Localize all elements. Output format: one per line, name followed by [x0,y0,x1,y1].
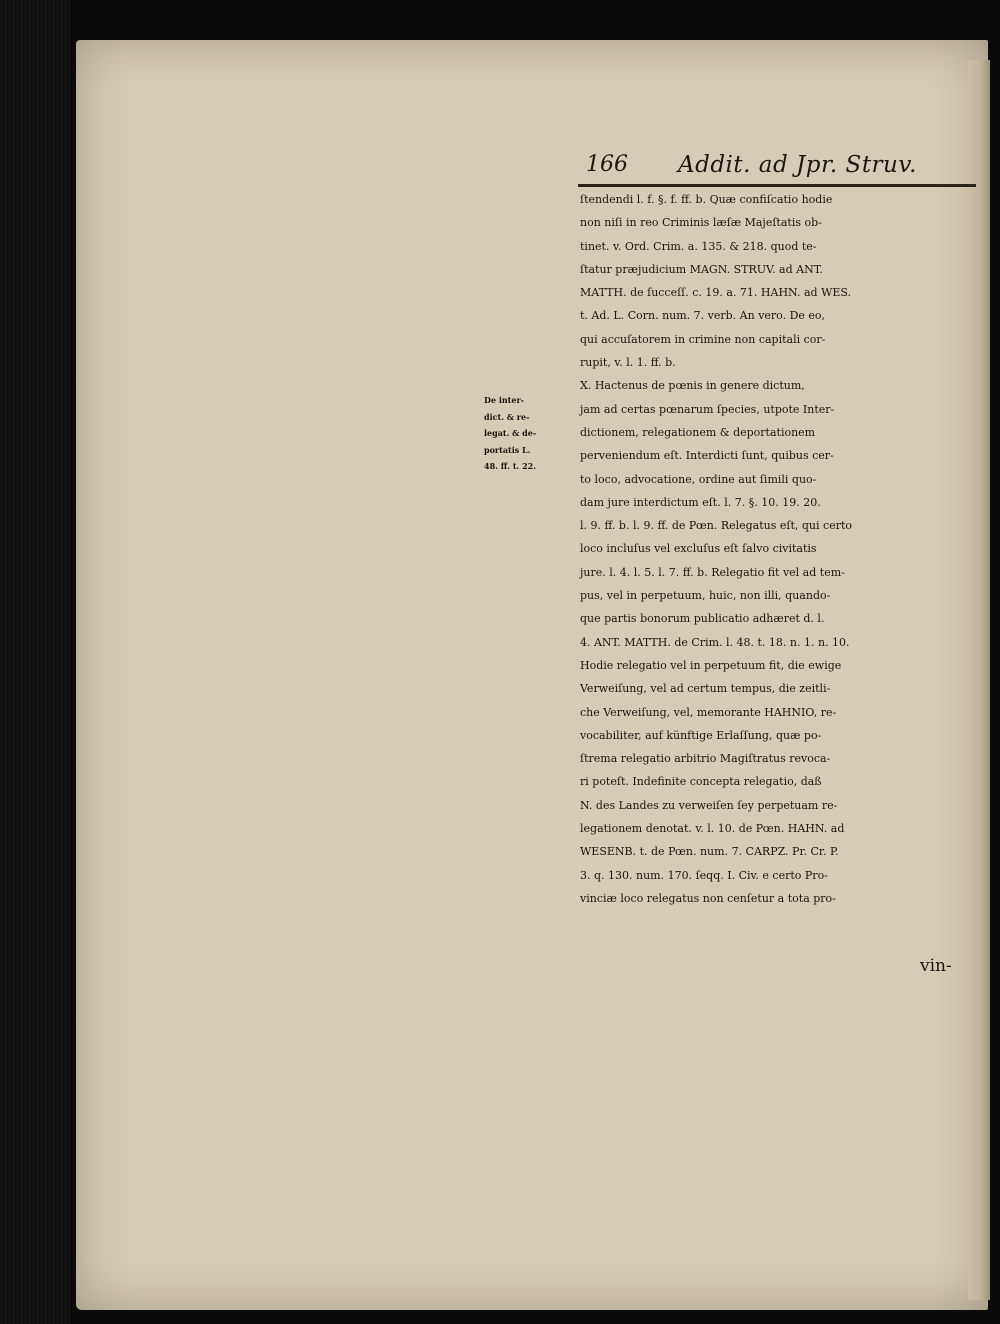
text-line: dictionem, relegationem & deportationem [580,425,816,439]
header-rule [578,184,976,187]
text-line: to loco, advocatione, ordine aut ſimili quo- [580,472,817,486]
body-text [580,188,980,910]
running-title: Addit. ad Jpr. Struv. [678,152,917,178]
page-number: 166 [586,152,628,177]
margin-note-line: dict. & re- [484,411,530,422]
text-line: legationem denotat. v. l. 10. de Pœn. HAHN. ad [580,822,845,836]
text-line: che Verweiſung, vel, memorante HAHNIO, re- [580,705,837,719]
margin-note-line: De inter- [484,395,524,405]
scanner-background [0,0,70,1324]
text-line: pus, vel in perpetuum, huic, non illi, quando- [580,589,831,603]
text-line: 3. q. 130. num. 170. ſeqq. I. Civ. e certo Pro- [580,868,828,882]
text-line: X. Hactenus de pœnis in genere dictum, [580,379,805,393]
text-line: N. des Landes zu verweiſen ſey perpetuam re- [580,798,838,812]
page-header [586,152,976,186]
text-line: MATTH. de ſucceſſ. c. 19. a. 71. HAHN. ad WES. [580,286,852,300]
text-line: ſtendendi l. f. §. f. ff. b. Quæ confiſcatio hodie [580,193,833,206]
text-line: vocabiliter, auf künftige Erlaſſung, quæ po- [580,728,822,742]
text-line: tinet. v. Ord. Crim. a. 135. & 218. quod te- [580,239,817,253]
text-line: WESENB. t. de Pœn. num. 7. CARPZ. Pr. Cr. P. [580,845,839,859]
text-line: rupit, v. l. 1. ff. b. [580,356,676,370]
text-line: 4. ANT. MATTH. de Crim. l. 48. t. 18. n. 1. n. 10. [580,635,850,649]
text-line: ſtrema relegatio arbitrio Magiſtratus revoca- [580,752,831,766]
text-line: Verweiſung, vel ad certum tempus, die zeitli- [580,682,831,696]
text-line: qui accuſatorem in crimine non capitali cor- [580,332,826,346]
text-line: Hodie relegatio vel in perpetuum fit, die ewige [580,658,842,672]
text-line: t. Ad. L. Corn. num. 7. verb. An vero. De eo, [580,309,826,323]
margin-note-line: portatis L. [484,444,531,455]
text-line: que partis bonorum publicatio adhæret d. l. [580,612,825,626]
catchword: vin- [920,956,952,976]
text-line: jure. l. 4. l. 5. l. 7. ff. b. Relegatio fit vel ad tem- [580,565,845,579]
text-line: vinciæ loco relegatus non cenſetur a tota pro- [580,891,836,905]
text-line: l. 9. ff. b. l. 9. ff. de Pœn. Relegatus eſt, qui certo [580,519,853,533]
text-line: dam jure interdictum eſt. l. 7. §. 10. 19. 20. [580,495,821,509]
text-line: ri poteſt. Indefinite concepta relegatio, daß [580,775,822,789]
margin-note-line: legat. & de- [484,428,537,438]
margin-note [484,392,580,475]
text-line: ſtatur præjudicium MAGN. STRUV. ad ANT. [580,262,823,276]
margin-note-line: 48. ff. t. 22. [484,461,537,471]
text-line: perveniendum eſt. Interdicti ſunt, quibus cer- [580,449,834,463]
text-line: jam ad certas pœnarum ſpecies, utpote Inter- [580,402,835,416]
text-line: loco incluſus vel excluſus eſt ſalvo civitatis [580,542,817,556]
text-line: non niſi in reo Criminis læſæ Majeſtatis ob- [580,216,822,230]
